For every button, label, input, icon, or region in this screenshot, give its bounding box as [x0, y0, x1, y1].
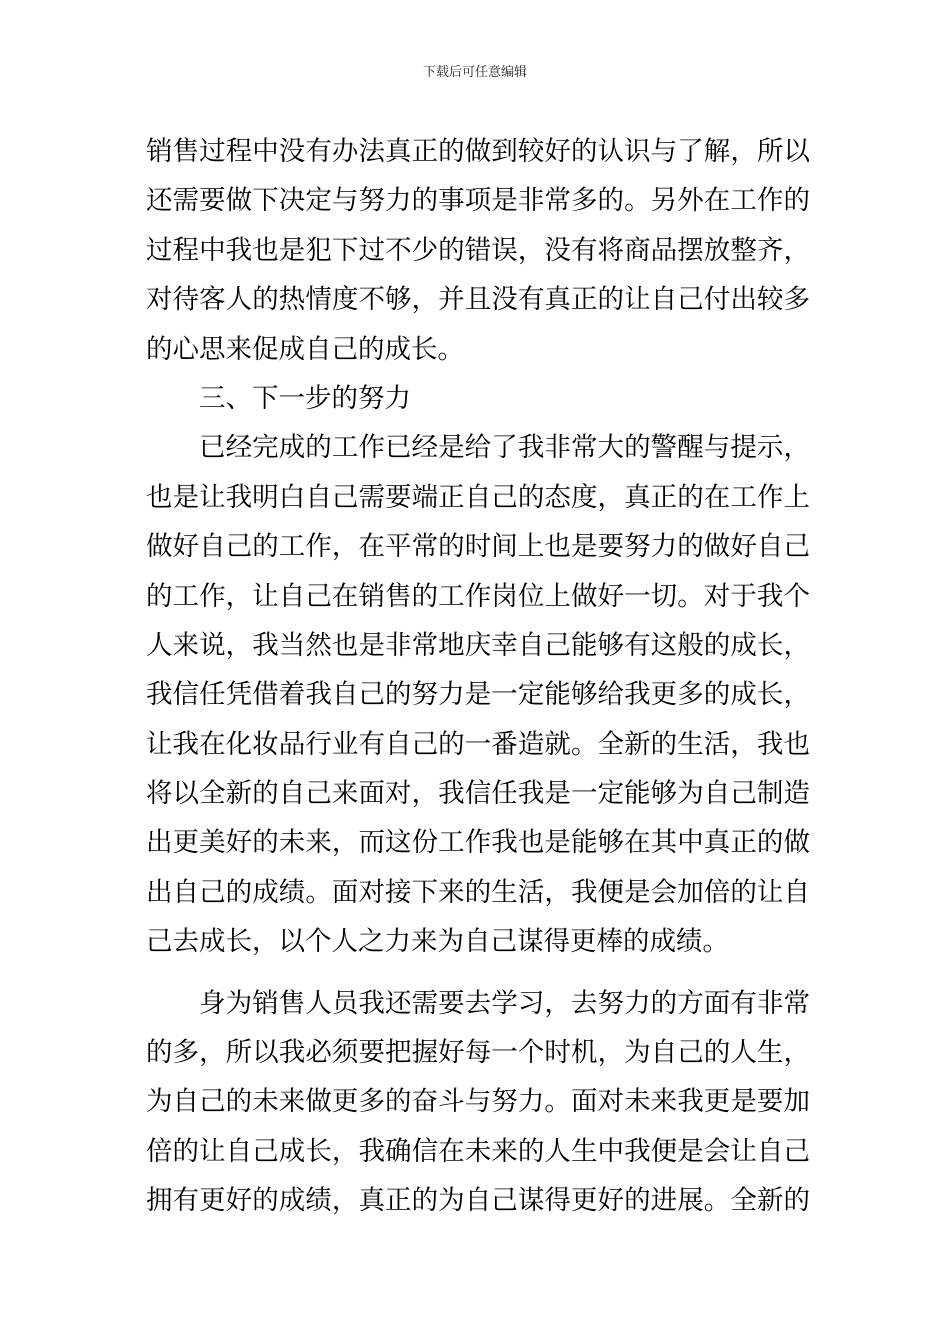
- paragraph-4: [146, 979, 810, 1226]
- text-line: 为自己的未来做更多的奋斗与努力。面对未来我更是要加: [146, 1086, 810, 1118]
- text-line: 身为销售人员我还需要去学习，去努力的方面有非常: [199, 987, 810, 1019]
- text-line: 我信任凭借着我自己的努力是一定能够给我更多的成长，: [146, 679, 810, 711]
- text-line: 人来说，我当然也是非常地庆幸自己能够有这般的成长，: [146, 629, 810, 661]
- text-line: 已经完成的工作已经是给了我非常大的警醒与提示，: [199, 432, 810, 464]
- paragraph-3: [146, 423, 810, 966]
- paragraph-gap: [146, 967, 810, 979]
- text-line: 做好自己的工作，在平常的时间上也是要努力的做好自己: [146, 531, 810, 563]
- text-line: 销售过程中没有办法真正的做到较好的认识与了解，所以: [146, 136, 810, 167]
- text-line: 拥有更好的成绩，真正的为自己谋得更好的进展。全新的: [146, 1185, 810, 1217]
- text-line: 也是让我明白自己需要端正自己的态度，真正的在工作上: [146, 481, 810, 513]
- text-line: 让我在化妆品行业有自己的一番造就。全新的生活，我也: [146, 728, 810, 760]
- text-line: 将以全新的自己来面对，我信任我是一定能够为自己制造: [146, 778, 810, 810]
- page-header-note: 下载后可任意编辑: [422, 65, 527, 80]
- text-line: 倍的让自己成长，我确信在未来的人生中我便是会让自己: [146, 1135, 810, 1167]
- heading-next-steps: 三、下一步的努力: [199, 382, 411, 414]
- text-line: 对待客人的热情度不够，并且没有真正的让自己付出较多: [146, 284, 810, 316]
- text-line: 出自己的成绩。面对接下来的生活，我便是会加倍的让自: [146, 876, 810, 908]
- text-line: 还需要做下决定与努力的事项是非常多的。另外在工作的: [146, 185, 810, 217]
- text-line: 的心思来促成自己的成长。: [146, 333, 464, 365]
- section-heading: [146, 374, 810, 423]
- text-line: 的多，所以我必须要把握好每一个时机，为自己的人生，: [146, 1037, 810, 1069]
- text-line: 己去成长，以个人之力来为自己谋得更棒的成绩。: [146, 926, 729, 958]
- text-line: 的工作，让自己在销售的工作岗位上做好一切。对于我个: [146, 580, 810, 612]
- document-body: [146, 127, 810, 1226]
- text-line: 过程中我也是犯下过不少的错误，没有将商品摆放整齐，: [146, 234, 810, 266]
- paragraph-1: [146, 127, 810, 374]
- text-line: 出更美好的未来，而这份工作我也是能够在其中真正的做: [146, 827, 810, 859]
